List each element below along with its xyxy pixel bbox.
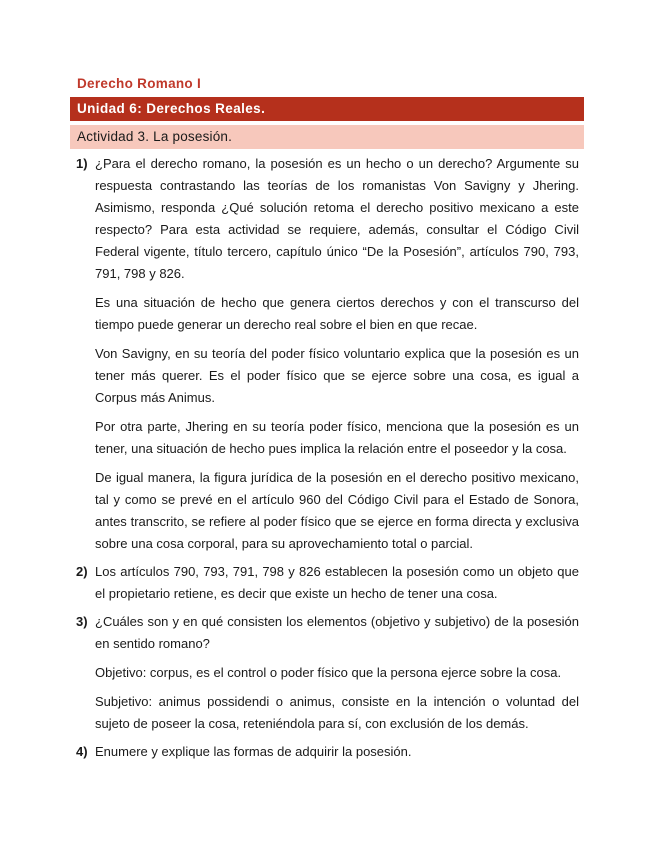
question-number: 4) xyxy=(76,744,88,759)
answer-paragraph: De igual manera, la figura jurídica de la posesión en el derecho positivo mexicano, tal y como se prevé en el artículo 960 del Código Civil para el Estado de Sonora, antes transcrito, se refiere al poder físico que se ejerce en forma directa y exclusiva sobre una cosa corporal, para su aprovechamiento total o parcial. xyxy=(95,470,579,551)
question-text: Enumere y explique las formas de adquirir la posesión. xyxy=(95,744,412,759)
answer-paragraph: Von Savigny, en su teoría del poder físico voluntario explica que la posesión es un tener más querer. Es el poder físico que se ejerce sobre una cosa, es igual a Corpus más Animus. xyxy=(95,346,579,405)
course-title: Derecho Romano I xyxy=(77,76,202,91)
question-text: ¿Cuáles son y en qué consisten los elementos (objetivo y subjetivo) de la posesión en sentido romano? xyxy=(95,614,579,651)
question-text: ¿Para el derecho romano, la posesión es un hecho o un derecho? Argumente su respuesta contrastando las teorías de los romanistas Von Savigny y Jhering. Asimismo, responda ¿Qué solución retoma el derecho positivo mexicano a este respecto? Para esta actividad se requiere, además, consultar el Código Civil Federal vigente, título tercero, capítulo único “De la Posesión”, artículos 790, 793, 791, 798 y 826. xyxy=(95,156,579,281)
unit-header: Unidad 6: Derechos Reales. xyxy=(70,97,584,121)
document-body xyxy=(76,153,579,763)
question-item-1 xyxy=(76,153,579,555)
answer-paragraph: Es una situación de hecho que genera ciertos derechos y con el transcurso del tiempo puede generar un derecho real sobre el bien en que recae. xyxy=(95,295,579,332)
question-number: 2) xyxy=(76,564,88,579)
activity-header: Actividad 3. La posesión. xyxy=(70,125,584,149)
answer-paragraph: Por otra parte, Jhering en su teoría poder físico, menciona que la posesión es un tener, una situación de hecho pues implica la relación entre el poseedor y la cosa. xyxy=(95,419,579,456)
question-item-4 xyxy=(76,741,579,763)
question-number: 1) xyxy=(76,156,88,171)
answer-paragraph: Subjetivo: animus possidendi o animus, consiste en la intención o voluntad del sujeto de poseer la cosa, reteniéndola para sí, con exclusión de los demás. xyxy=(95,694,579,731)
question-number: 3) xyxy=(76,614,88,629)
question-text: Los artículos 790, 793, 791, 798 y 826 establecen la posesión como un objeto que el propietario retiene, es decir que existe un hecho de tener una cosa. xyxy=(95,564,579,601)
answer-paragraph: Objetivo: corpus, es el control o poder físico que la persona ejerce sobre la cosa. xyxy=(95,665,562,680)
question-item-3 xyxy=(76,611,579,735)
question-item-2 xyxy=(76,561,579,605)
